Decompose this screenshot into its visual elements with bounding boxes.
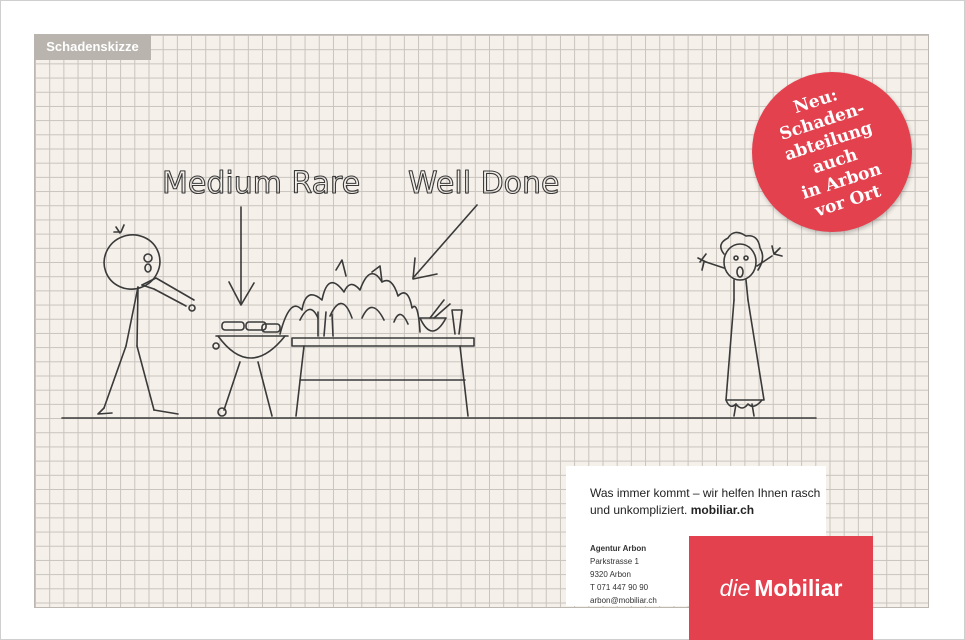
- grill: [213, 322, 288, 416]
- arrow-well-done: [413, 205, 477, 279]
- agency-name: Agentur Arbon: [590, 544, 647, 553]
- sketch-tag: Schadenskizze: [34, 34, 151, 60]
- promo-badge: [752, 72, 912, 232]
- arrow-medium-rare: [229, 207, 254, 305]
- agency-street: Parkstrasse 1: [590, 557, 639, 566]
- logo-prefix: die: [719, 574, 751, 601]
- stick-man-left: [96, 225, 195, 414]
- mobiliar-logo: [689, 536, 873, 640]
- stick-woman-right: [698, 232, 782, 416]
- promo-badge-text: Neu: Schaden- abteilung auch in Arbon vor Ort: [777, 85, 884, 222]
- agency-phone: T 071 447 90 90: [590, 583, 649, 592]
- logo-brand: Mobiliar: [754, 574, 843, 601]
- agency-address: [590, 542, 657, 607]
- table-with-fire: [280, 260, 474, 416]
- label-well-done: Well Done: [408, 166, 560, 201]
- website-link[interactable]: mobiliar.ch: [690, 503, 755, 517]
- slogan-text: Was immer kommt – wir helfen Ihnen rasch und unkompliziert.: [590, 486, 821, 517]
- slogan: [590, 485, 822, 519]
- label-medium-rare: Medium Rare: [162, 166, 361, 201]
- agency-email[interactable]: arbon@mobiliar.ch: [590, 596, 657, 605]
- agency-city: 9320 Arbon: [590, 570, 631, 579]
